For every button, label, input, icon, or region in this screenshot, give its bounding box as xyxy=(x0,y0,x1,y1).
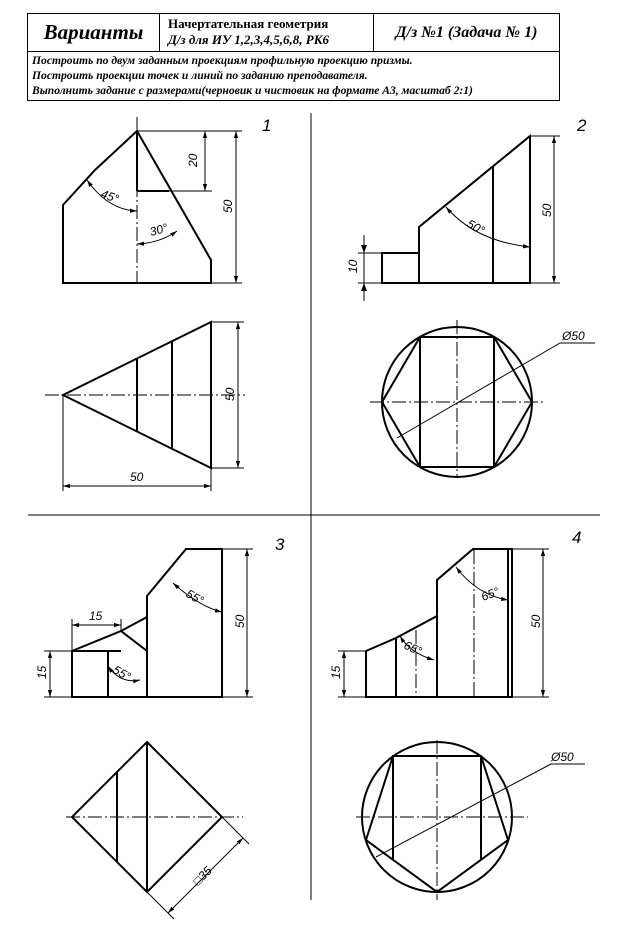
diameter-leader xyxy=(397,343,560,438)
dim-label: 15 xyxy=(89,609,103,623)
variant-number: 2 xyxy=(577,116,587,135)
dim-label: 50 xyxy=(130,470,144,484)
variant-number: 1 xyxy=(262,116,272,135)
dim-label: 50° xyxy=(464,216,488,238)
dim-label: 45° xyxy=(98,186,121,207)
extension-line xyxy=(222,817,249,844)
angle-arc xyxy=(446,207,530,247)
variant-2 xyxy=(346,116,595,478)
subject-line2: Д/з для ИУ 1,2,3,4,5,6,8, РК6 xyxy=(168,32,330,47)
front-view-outline xyxy=(382,136,530,283)
subject-line1: Начертательная геометрия xyxy=(168,16,329,31)
dim-label: 50 xyxy=(223,387,237,401)
dim-label: 15 xyxy=(35,665,49,679)
variant-number: 3 xyxy=(275,535,285,554)
dim-label: Ø50 xyxy=(562,329,585,343)
extension-line xyxy=(147,892,174,919)
instruction-line: Построить проекции точек и линий по заданию преподавателя. xyxy=(32,68,368,82)
dim-label: 15 xyxy=(329,665,343,679)
dim-label: 50 xyxy=(540,203,554,217)
task-title: Д/з №1 (Задача № 1) xyxy=(374,14,559,52)
edge-line xyxy=(121,631,147,651)
dim-label: 55° xyxy=(183,586,207,608)
variants-title: Варианты xyxy=(28,14,160,52)
dim-label: 65° xyxy=(401,638,425,659)
dim-label: 50 xyxy=(529,614,543,628)
dim-label: 20 xyxy=(186,153,200,167)
diameter-leader xyxy=(376,764,551,857)
variant-4 xyxy=(329,528,585,900)
instruction-line: Построить по двум заданным проекциям профильную проекцию призмы. xyxy=(32,54,413,67)
dim-label: 30° xyxy=(148,220,170,239)
variant-number: 4 xyxy=(572,528,582,547)
dim-label: Ø50 xyxy=(551,750,574,764)
dim-label: 10 xyxy=(346,259,360,273)
dim-label: 55° xyxy=(110,662,134,684)
front-view-outline xyxy=(366,549,512,697)
variant-3 xyxy=(35,535,285,919)
instruction-line: Выполнить задание с размерами(черновик и чистовик на формате А3, масштаб 2:1) xyxy=(32,83,473,97)
variant-1 xyxy=(45,116,271,491)
dim-label: 50 xyxy=(233,614,247,628)
dim-label: 50 xyxy=(221,199,235,213)
dim-label: □35 xyxy=(190,863,215,889)
dim-label: 65° xyxy=(479,584,502,604)
